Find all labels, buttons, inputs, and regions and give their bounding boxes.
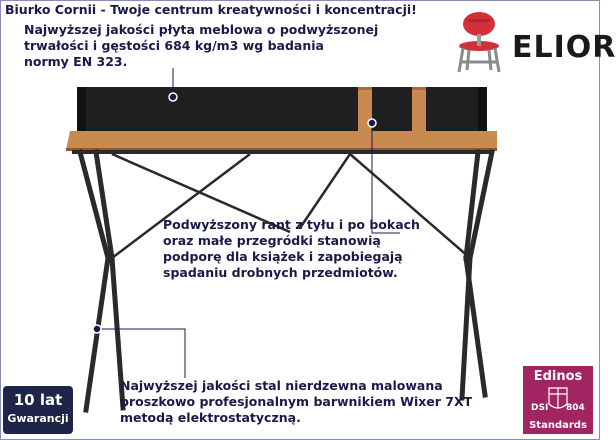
callout-raised-edge xyxy=(163,217,420,281)
callout-line: trwałości i gęstości 684 kg/m3 wg badania xyxy=(24,38,324,53)
callout-line: Podwyższony rant z tyłu i po bokach xyxy=(163,217,420,232)
certificate-bottom: Standards xyxy=(529,420,587,431)
certificate-brand: Edinos xyxy=(533,369,583,384)
callout-line: proszkowo profesjonalnym barwnikiem Wixer 7XT xyxy=(120,394,473,409)
callout-line: normy EN 323. xyxy=(24,54,128,69)
callout-line: spadaniu drobnych przedmiotów. xyxy=(163,265,398,280)
warranty-years: 10 lat xyxy=(13,391,63,409)
certificate-left: DSI xyxy=(531,403,549,413)
certificate-badge xyxy=(523,366,593,434)
callout-line: Najwyższej jakości stal nierdzewna malowana xyxy=(120,378,443,393)
callout-line: oraz małe przegródki stanowią xyxy=(163,233,381,248)
desk-side-rail-right xyxy=(478,87,487,135)
chair-icon xyxy=(459,12,499,72)
page-title: Biurko Cornii - Twoje centrum kreatywności i koncentracji! xyxy=(5,2,417,17)
warranty-badge xyxy=(3,386,73,434)
certificate-right: 804 xyxy=(566,403,585,413)
desk-leg-right xyxy=(462,152,492,398)
desk-leg-left xyxy=(80,152,123,410)
warranty-label: Gwarancji xyxy=(7,412,69,425)
callout-board xyxy=(24,22,378,70)
callout-steel xyxy=(120,378,472,426)
callout-line: Najwyższej jakości płyta meblowa o podwyższonej xyxy=(24,22,379,37)
callout-line: podporę dla książek i zapobiegają xyxy=(163,249,403,264)
desk-divider-right xyxy=(412,87,426,131)
brand-logo: ELIOR xyxy=(512,30,616,65)
desk-top xyxy=(66,131,497,150)
callout-line: metodą elektrostatyczną. xyxy=(120,410,301,425)
desk-side-rail-left xyxy=(77,87,86,135)
